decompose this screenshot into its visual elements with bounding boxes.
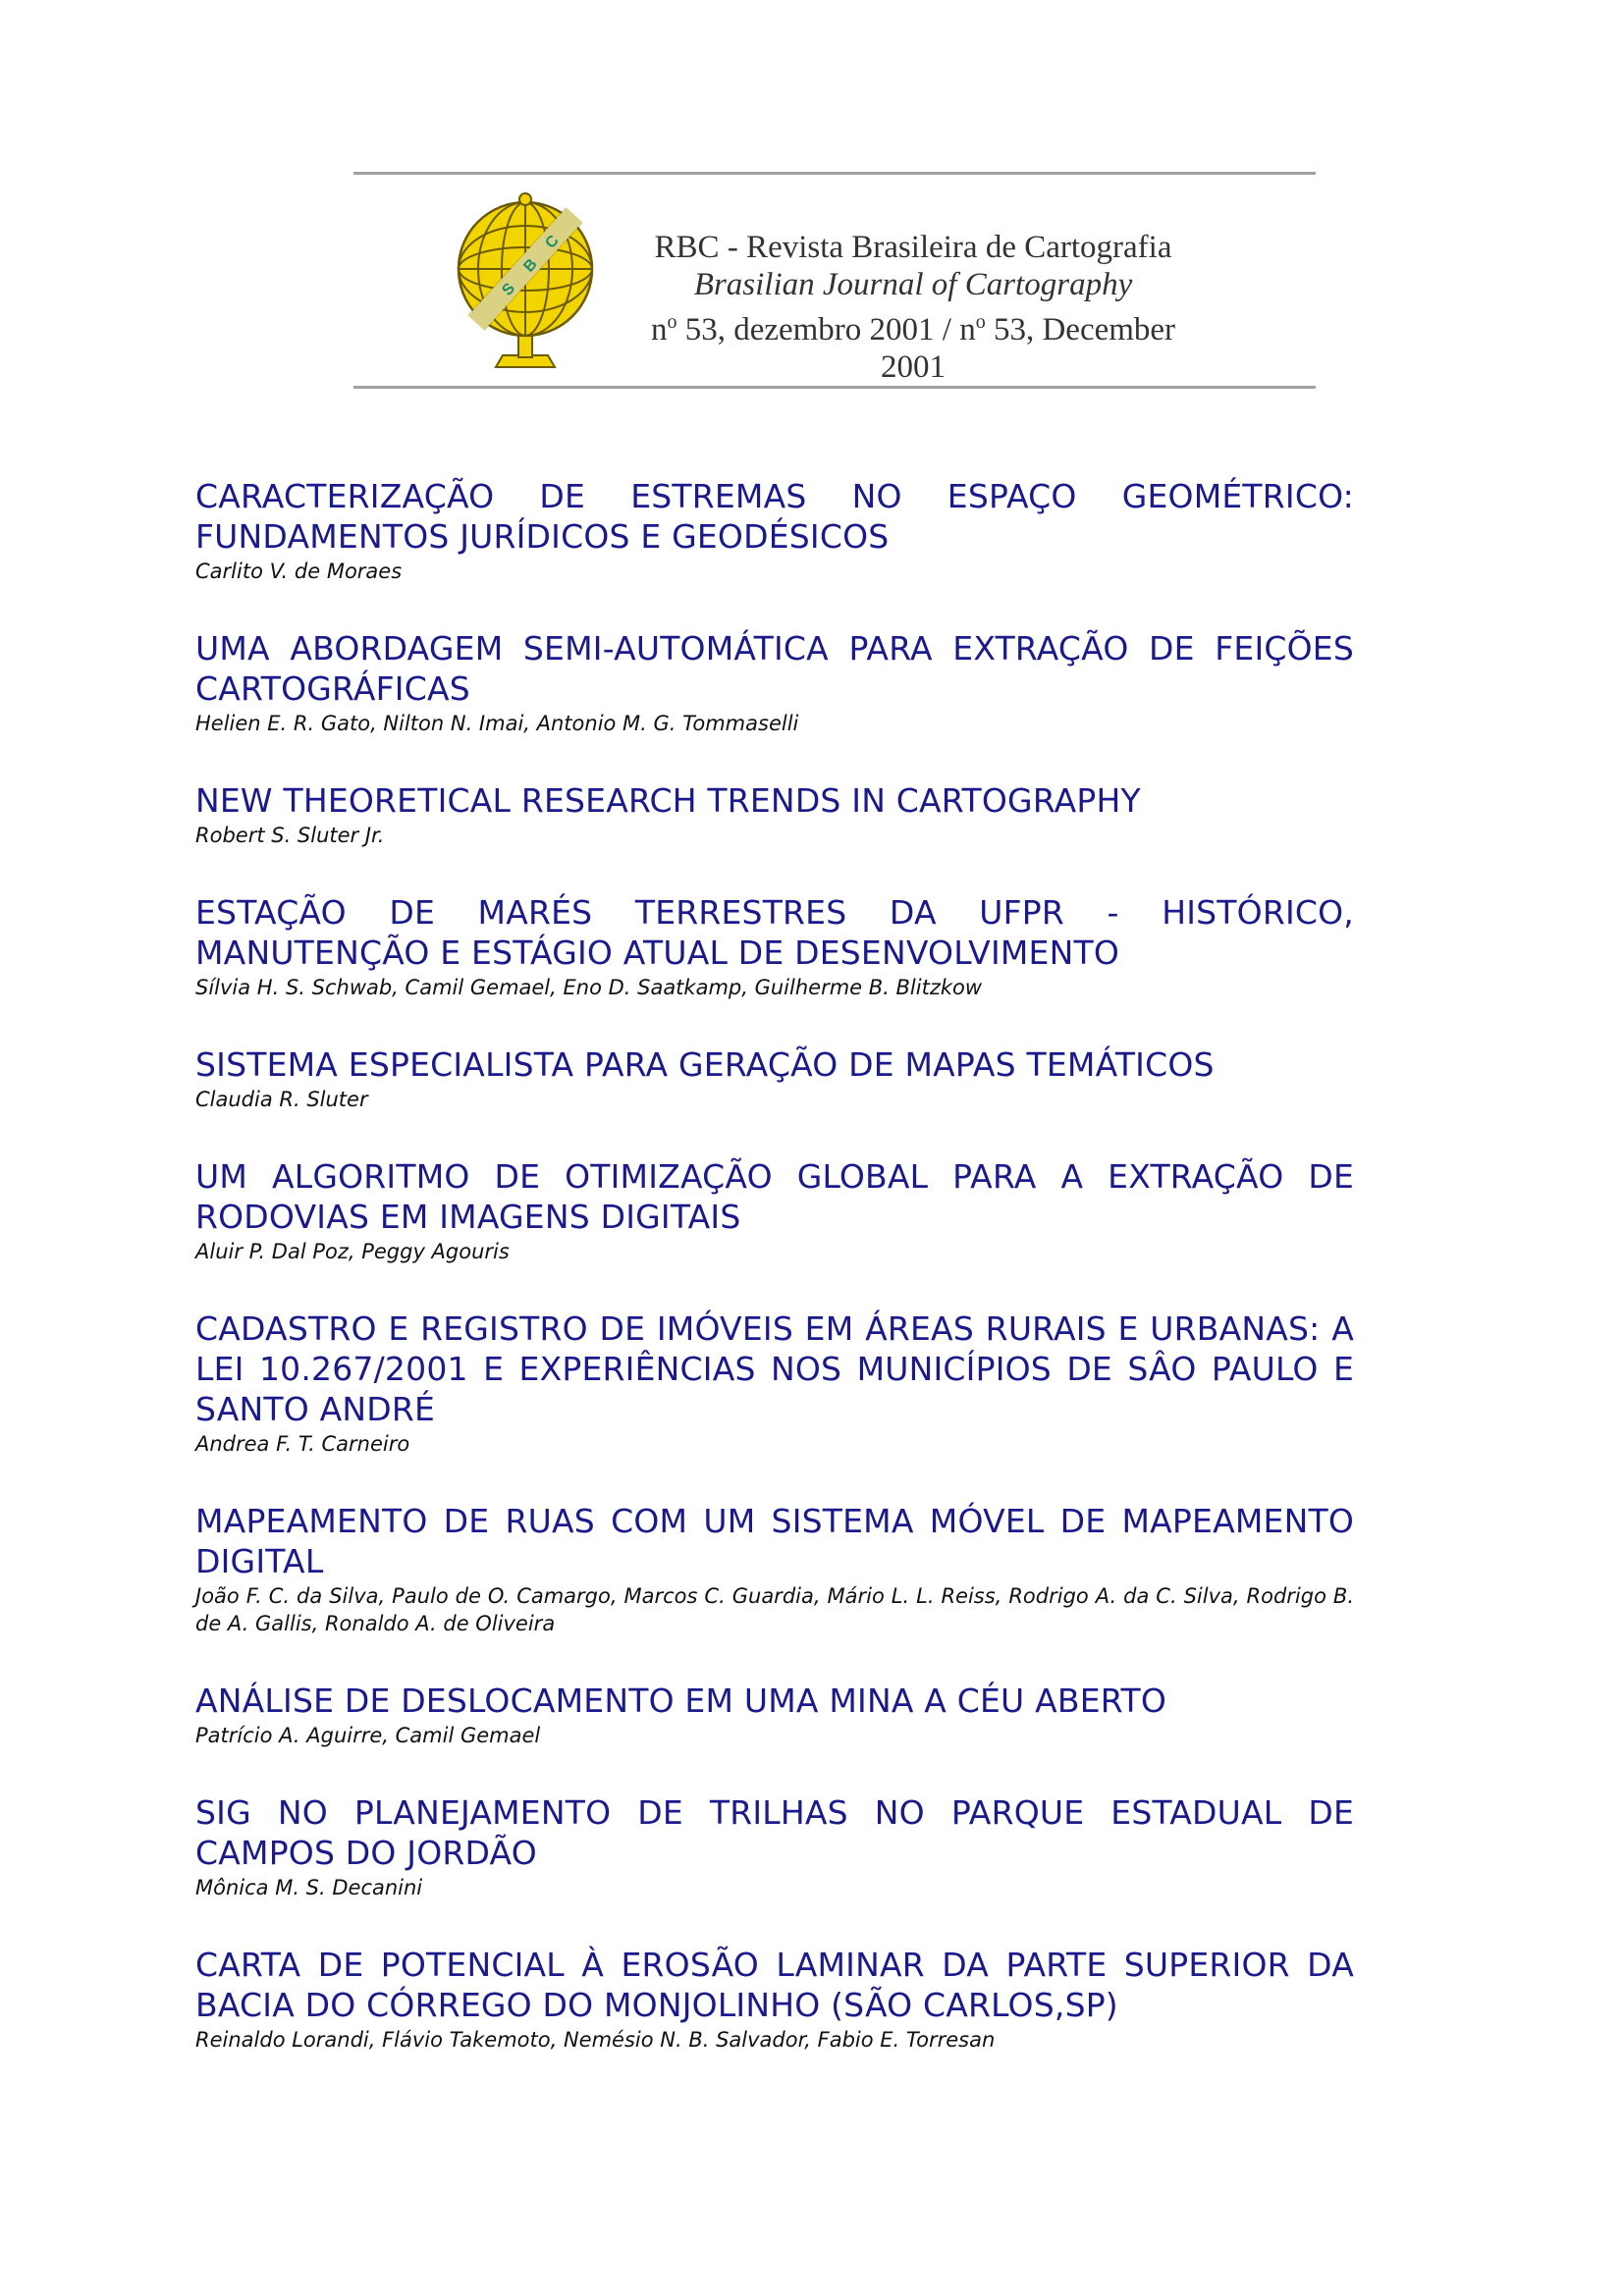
article-title[interactable]: CARACTERIZAÇÃO DE ESTREMAS NO ESPAÇO GEOMÉTRICO: FUNDAMENTOS JURÍDICOS E GEODÉSICOS: [195, 477, 1354, 556]
article-authors: Andrea F. T. Carneiro: [195, 1432, 410, 1456]
article-title[interactable]: ESTAÇÃO DE MARÉS TERRESTRES DA UFPR - HISTÓRICO, MANUTENÇÃO E ESTÁGIO ATUAL DE DESENVOLVIMENTO: [195, 893, 1354, 972]
article-title[interactable]: ANÁLISE DE DESLOCAMENTO EM UMA MINA A CÉU ABERTO: [195, 1682, 1167, 1720]
issue-sup: o: [667, 311, 677, 333]
journal-title-en: Brasilian Journal of Cartography: [693, 267, 1133, 302]
article-entry[interactable]: [195, 1156, 1354, 1265]
journal-header: [353, 172, 1316, 389]
article-authors: João F. C. da Silva, Paulo de O. Camargo, Marcos C. Guardia, Mário L. L. Reiss, Rodrigo A. da C. Silva, Rodrigo B. de A. Gallis, Ronaldo A. de Oliveira: [195, 1584, 1354, 1635]
article-title[interactable]: CARTA DE POTENCIAL À EROSÃO LAMINAR DA PARTE SUPERIOR DA BACIA DO CÓRREGO DO MONJOLINHO (SÃO CARLOS,SP): [195, 1946, 1354, 2024]
article-entry[interactable]: [195, 476, 1354, 585]
issue-en-text: 53, December 2001: [881, 312, 1176, 385]
article-authors: Reinaldo Lorandi, Flávio Takemoto, Nemésio N. B. Salvador, Fabio E. Torresan: [195, 2028, 996, 2052]
issue-sup: o: [975, 311, 986, 333]
article-authors: Helien E. R. Gato, Nilton N. Imai, Antonio M. G. Tommaselli: [195, 712, 799, 735]
journal-title-pt: RBC - Revista Brasileira de Cartografia: [654, 230, 1172, 265]
article-title[interactable]: MAPEAMENTO DE RUAS COM UM SISTEMA MÓVEL DE MAPEAMENTO DIGITAL: [195, 1502, 1354, 1580]
article-entry[interactable]: [195, 1501, 1354, 1637]
article-entry[interactable]: [195, 780, 1354, 849]
article-entry[interactable]: [195, 628, 1354, 737]
svg-text:S: S: [499, 280, 519, 299]
journal-title-block: [619, 229, 1208, 386]
issue-pt-text: 53, dezembro 2001 / n: [676, 312, 976, 347]
article-title[interactable]: SIG NO PLANEJAMENTO DE TRILHAS NO PARQUE ESTADUAL DE CAMPOS DO JORDÃO: [195, 1793, 1354, 1872]
article-authors: Aluir P. Dal Poz, Peggy Agouris: [195, 1240, 510, 1263]
article-entry[interactable]: [195, 1945, 1354, 2054]
article-title[interactable]: UMA ABORDAGEM SEMI-AUTOMÁTICA PARA EXTRAÇÃO DE FEIÇÕES CARTOGRÁFICAS: [195, 629, 1354, 708]
article-title[interactable]: UM ALGORITMO DE OTIMIZAÇÃO GLOBAL PARA A EXTRAÇÃO DE RODOVIAS EM IMAGENS DIGITAIS: [195, 1157, 1354, 1236]
svg-text:C: C: [542, 232, 563, 252]
armillary-sphere-logo: [452, 190, 599, 377]
article-title[interactable]: SISTEMA ESPECIALISTA PARA GERAÇÃO DE MAPAS TEMÁTICOS: [195, 1045, 1215, 1084]
issue-line: [619, 303, 1208, 386]
article-authors: Sílvia H. S. Schwab, Camil Gemael, Eno D. Saatkamp, Guilherme B. Blitzkow: [195, 976, 983, 999]
issue-no-label: n: [650, 312, 668, 347]
article-entry[interactable]: [195, 1044, 1354, 1113]
article-authors: Claudia R. Sluter: [195, 1088, 368, 1111]
article-authors: Robert S. Sluter Jr.: [195, 824, 385, 847]
article-authors: Patrício A. Aguirre, Camil Gemael: [195, 1724, 541, 1747]
table-of-contents: [195, 476, 1354, 2097]
article-title[interactable]: NEW THEORETICAL RESEARCH TRENDS IN CARTOGRAPHY: [195, 781, 1141, 820]
article-entry[interactable]: [195, 1681, 1354, 1749]
article-entry[interactable]: [195, 1308, 1354, 1458]
article-authors: Mônica M. S. Decanini: [195, 1876, 423, 1899]
article-authors: Carlito V. de Moraes: [195, 560, 403, 583]
article-title[interactable]: CADASTRO E REGISTRO DE IMÓVEIS EM ÁREAS RURAIS E URBANAS: A LEI 10.267/2001 E EXPERIÊNCIAS NOS MUNICÍPIOS DE SÂO PAULO E SANTO ANDRÉ: [195, 1309, 1354, 1428]
article-entry[interactable]: [195, 892, 1354, 1001]
svg-text:B: B: [520, 255, 541, 276]
article-entry[interactable]: [195, 1792, 1354, 1901]
